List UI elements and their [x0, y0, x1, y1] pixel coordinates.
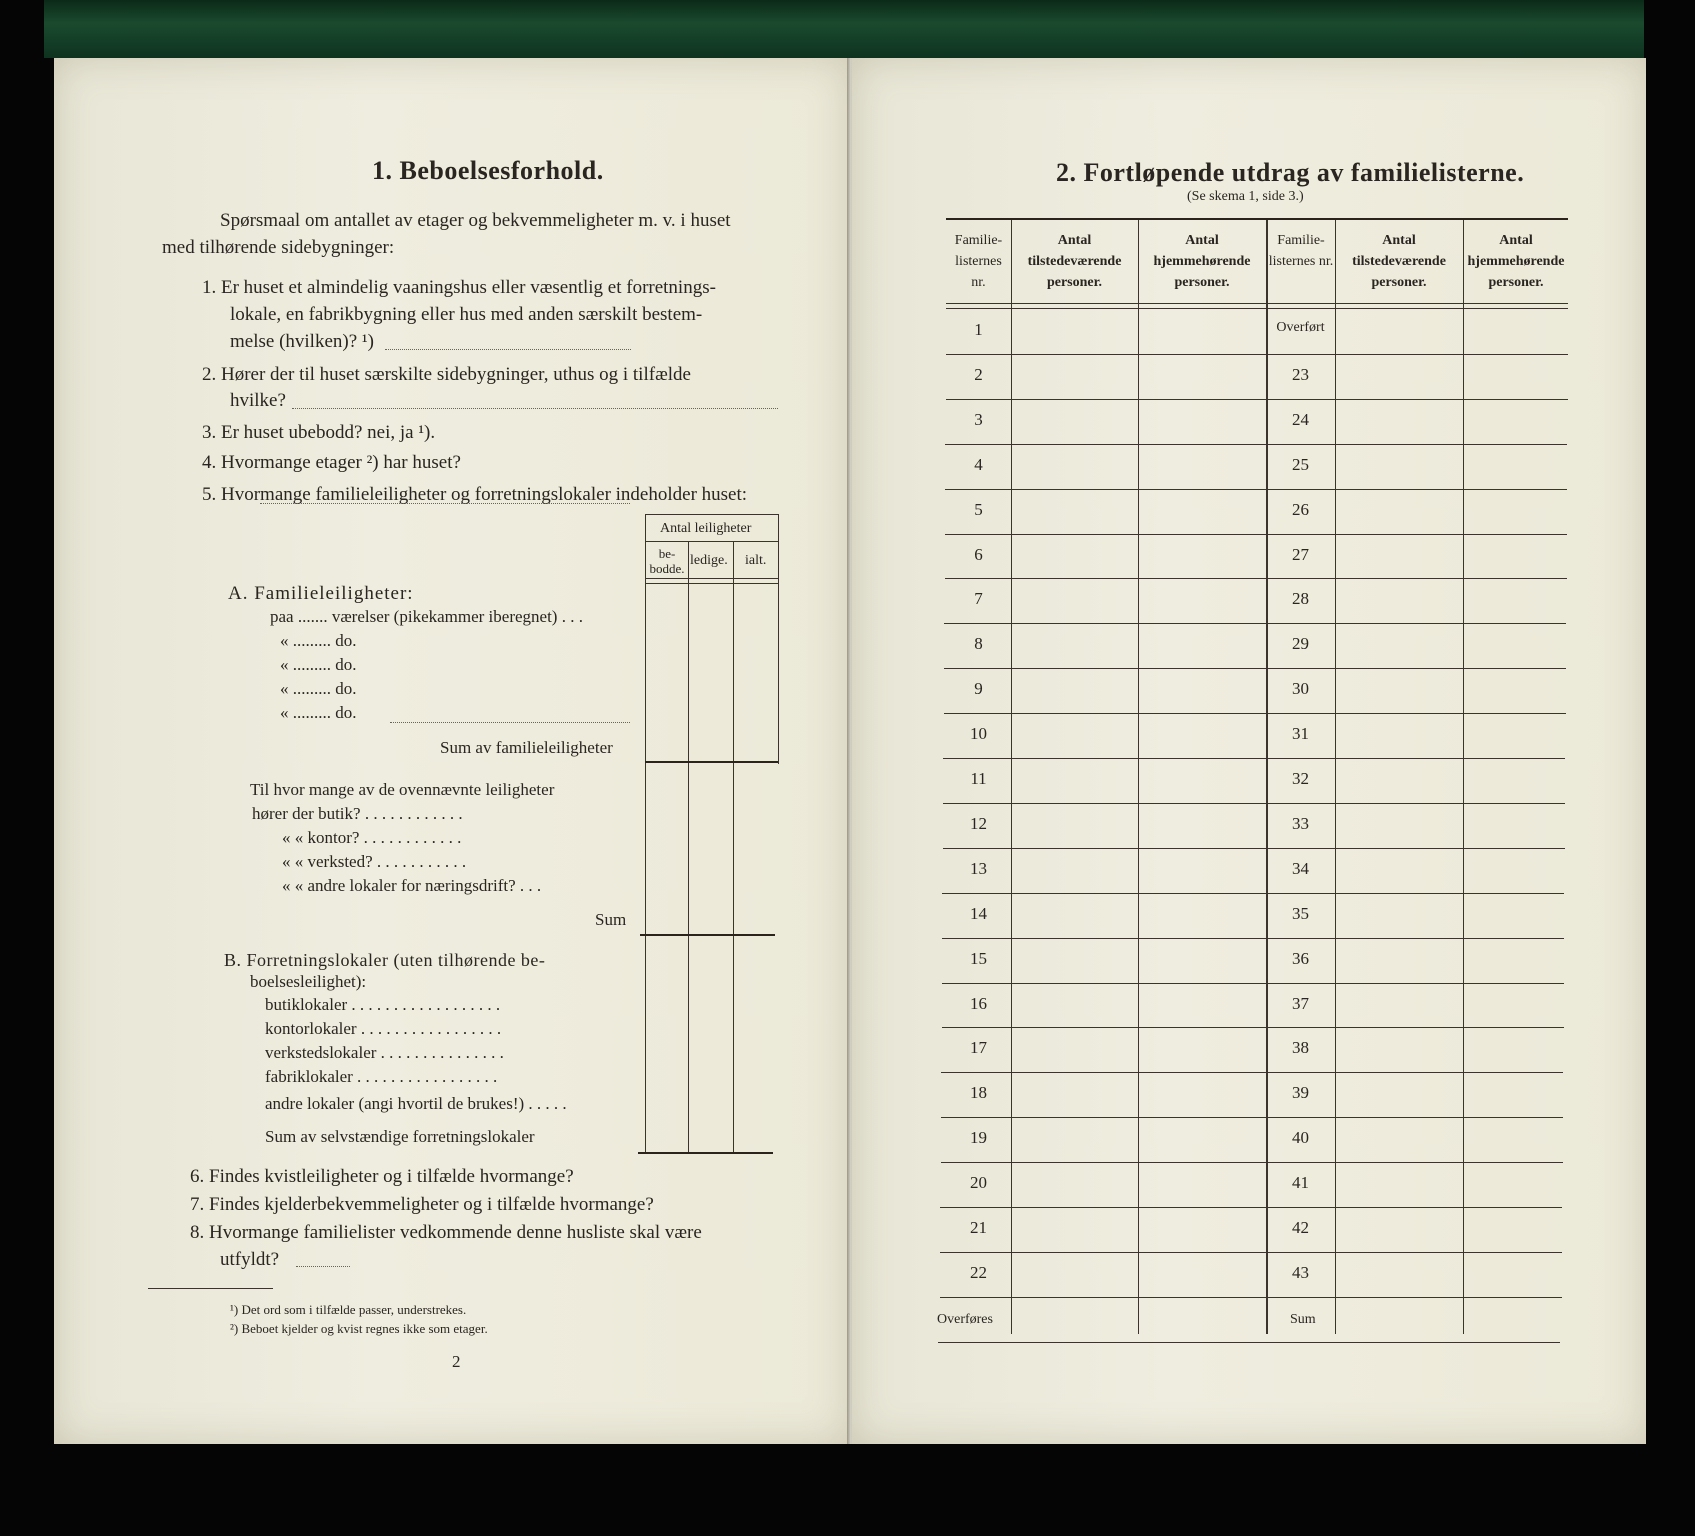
table-row-rule — [942, 1027, 1564, 1028]
table-row-rule — [941, 1117, 1563, 1118]
row-number-left: 1 — [974, 320, 983, 339]
b-row: andre lokaler (angi hvortil de brukes!) . . . . . — [265, 1094, 567, 1113]
a-row-1: paa ....... værelser (pikekammer iberegnet) . . . — [270, 607, 583, 626]
row-number-right: 24 — [1292, 409, 1309, 429]
row-number-right: 35 — [1292, 903, 1309, 923]
table-row-rule — [940, 1207, 1562, 1208]
page-number: 2 — [452, 1352, 461, 1371]
table-col-line — [688, 541, 689, 1154]
table-row-rule — [944, 713, 1566, 714]
a-sum-label: Sum av familieleiligheter — [440, 738, 613, 757]
table-row-rule — [943, 848, 1565, 849]
row-number-left: 10 — [970, 724, 987, 744]
section-2-subtitle: (Se skema 1, side 3.) — [1187, 189, 1304, 204]
row-number-right: 26 — [1292, 499, 1309, 519]
table-col-line — [1335, 220, 1336, 1334]
answer-line — [296, 1266, 350, 1267]
sum-rule — [640, 934, 775, 936]
table-col-line — [778, 514, 779, 764]
table-row-rule — [940, 1252, 1562, 1253]
question-1-line-1: 1. Er huset et almindelig vaaningshus eller væsentlig et forretnings- — [202, 277, 716, 298]
table-row-rule — [943, 758, 1565, 759]
question-8-line-2: utfyldt? — [220, 1249, 280, 1270]
b-row: verkstedslokaler . . . . . . . . . . . . . . . — [265, 1043, 504, 1062]
question-6: 6. Findes kvistleiligheter og i tilfælde hvormange? — [190, 1166, 574, 1187]
sum-rule — [645, 761, 778, 763]
shop-sum-label: Sum — [595, 910, 627, 929]
row-number-left: 2 — [974, 364, 983, 384]
table-row-rule — [942, 938, 1564, 939]
a-row-do: « ......... do. — [280, 655, 357, 674]
table-row-rule — [944, 623, 1566, 624]
table-col-line — [1138, 220, 1139, 1334]
row-number-right: 42 — [1292, 1218, 1309, 1237]
question-3: 3. Er huset ubebodd? nei, ja ¹). — [202, 422, 436, 443]
shop-question-4: « « verksted? . . . . . . . . . . . — [282, 852, 467, 871]
row-number-left: 7 — [974, 589, 983, 609]
question-1-line-2: lokale, en fabrikbygning eller hus med anden særskilt bestem- — [230, 304, 703, 325]
row-number-right: 41 — [1292, 1173, 1309, 1193]
table-col-line — [733, 541, 734, 1154]
footnote-1: ¹) Det ord som i tilfælde passer, understrekes. — [230, 1302, 467, 1317]
table-bottom-rule — [938, 1342, 1560, 1343]
table-col-line — [645, 514, 646, 1154]
row-number-left: 21 — [970, 1218, 987, 1237]
table-row-rule — [944, 668, 1566, 669]
section-b-title-1: B. Forretningslokaler (uten tilhørende be- — [224, 950, 546, 970]
row-number-left: 9 — [974, 679, 983, 699]
table-row-rule — [946, 354, 1568, 355]
table-double-rule — [645, 578, 778, 584]
row-number-right: 31 — [1292, 724, 1309, 744]
shop-question-3: « « kontor? . . . . . . . . . . . . — [282, 828, 462, 847]
intro-line-2: med tilhørende sidebygninger: — [162, 237, 395, 258]
col-bebodde: be-bodde. — [649, 546, 685, 576]
section-a-title: A. Familieleiligheter: — [228, 583, 414, 604]
section-2-title: 2. Fortløpende utdrag av familielisterne. — [1056, 158, 1525, 187]
table-row-rule — [945, 444, 1567, 445]
intro-line-1: Spørsmaal om antallet av etager og bekvemmeligheter m. v. i huset — [220, 210, 731, 231]
row-number-right: 40 — [1292, 1128, 1309, 1148]
question-8-line-1: 8. Hvormange familielister vedkommende denne husliste skal være — [190, 1222, 702, 1243]
row-number-left: 16 — [970, 993, 987, 1013]
table-row-rule — [941, 1072, 1563, 1073]
row-number-left: 20 — [970, 1173, 987, 1193]
row-number-right: 23 — [1292, 364, 1309, 384]
question-2-line-2: hvilke? — [230, 390, 286, 411]
footnote-rule — [148, 1288, 273, 1289]
row-number-left: 18 — [970, 1083, 987, 1103]
row-number-right: 38 — [1292, 1038, 1309, 1058]
b-row: butiklokaler . . . . . . . . . . . . . . . . . . — [265, 995, 501, 1014]
row-number-left: 5 — [974, 499, 983, 519]
row-number-left: 6 — [974, 544, 983, 564]
table-rule — [645, 514, 778, 515]
a-row-do: « ......... do. — [280, 631, 357, 650]
row-number-right: 25 — [1292, 454, 1309, 474]
table-row-rule — [945, 534, 1567, 535]
table-row-rule — [940, 1297, 1562, 1298]
header-hjemmehorende-2: Antal hjemmehørende personer. — [1467, 233, 1565, 290]
row-number-right: 33 — [1292, 813, 1309, 833]
answer-line — [292, 408, 778, 409]
table-col-line — [1011, 220, 1012, 1334]
header-tilstedevaerende: Antal tilstedeværende personer. — [1027, 233, 1122, 290]
question-7: 7. Findes kjelderbekvemmeligheter og i tilfælde hvormange? — [190, 1194, 654, 1215]
header-familielistenes-nr: Familie-listernes nr. — [954, 233, 1003, 290]
row-number-right: 28 — [1292, 589, 1309, 609]
answer-line — [260, 503, 630, 504]
footer-sum: Sum — [1290, 1312, 1316, 1327]
shop-question-2: hører der butik? . . . . . . . . . . . . — [252, 804, 463, 823]
table-row-rule — [945, 578, 1567, 579]
row-number-left: 14 — [970, 903, 987, 923]
row-number-right: 34 — [1292, 858, 1309, 878]
table-header-antal: Antal leiligheter — [660, 521, 752, 536]
row-number-left: 17 — [970, 1038, 987, 1058]
footer-overfores: Overføres — [937, 1312, 993, 1327]
table-top-rule — [946, 218, 1568, 220]
section-1-title: 1. Beboelsesforhold. — [372, 156, 604, 185]
row-number-left: 8 — [974, 634, 983, 654]
a-row-do: « ......... do. — [280, 679, 357, 698]
row-number-left: 3 — [974, 409, 983, 429]
shop-question-5: « « andre lokaler for næringsdrift? . . . — [282, 876, 542, 895]
table-row-rule — [942, 893, 1564, 894]
row-number-right: 39 — [1292, 1083, 1309, 1103]
row-number-right: 43 — [1292, 1262, 1309, 1282]
row-number-left: 12 — [970, 813, 987, 833]
b-sum-label: Sum av selvstændige forretningslokaler — [265, 1127, 535, 1146]
sum-rule — [638, 1152, 773, 1154]
scan-top-border — [44, 0, 1644, 58]
table-rule — [645, 541, 778, 542]
table-col-line — [1463, 220, 1464, 1334]
row-number-right: 30 — [1292, 679, 1309, 699]
footnote-2: ²) Beboet kjelder og kvist regnes ikke som etager. — [230, 1321, 488, 1336]
table-row-rule — [941, 1162, 1563, 1163]
table-row-rule — [943, 803, 1565, 804]
col-ialt: ialt. — [745, 553, 767, 568]
row-number-right: 36 — [1292, 948, 1309, 968]
dotted-leader — [390, 722, 630, 723]
header-double-rule — [946, 303, 1568, 309]
table-row-rule — [946, 399, 1568, 400]
section-b-title-2: boelsesleilighet): — [250, 972, 367, 991]
question-4: 4. Hvormange etager ²) har huset? — [202, 452, 461, 473]
a-row-do: « ......... do. — [280, 703, 357, 722]
row-number-right: Overført — [1276, 320, 1325, 335]
header-familielistenes-nr-2: Familie-listernes nr. — [1268, 233, 1334, 269]
header-hjemmehorende: Antal hjemmehørende personer. — [1153, 233, 1251, 290]
row-number-left: 15 — [970, 948, 987, 968]
answer-line — [385, 349, 631, 350]
col-ledige: ledige. — [690, 553, 728, 568]
table-row-rule — [942, 983, 1564, 984]
question-2-line-1: 2. Hører der til huset særskilte sidebygninger, uthus og i tilfælde — [202, 364, 691, 385]
row-number-left: 13 — [970, 858, 987, 878]
row-number-left: 22 — [970, 1262, 987, 1282]
table-row-rule — [945, 489, 1567, 490]
row-number-right: 29 — [1292, 634, 1309, 654]
row-number-left: 19 — [970, 1128, 987, 1148]
shop-question-1: Til hvor mange av de ovennævnte leiligheter — [250, 780, 555, 799]
row-number-left: 11 — [970, 769, 987, 788]
row-number-right: 37 — [1292, 993, 1309, 1013]
b-row: fabriklokaler . . . . . . . . . . . . . . . . . — [265, 1067, 498, 1086]
row-number-right: 32 — [1292, 769, 1309, 788]
question-5: 5. Hvormange familieleiligheter og forretningslokaler indeholder huset: — [202, 484, 748, 505]
row-number-right: 27 — [1292, 544, 1309, 564]
question-1-line-3: melse (hvilken)? ¹) — [230, 331, 374, 352]
header-tilstedevaerende-2: Antal tilstedeværende personer. — [1352, 233, 1446, 290]
b-row: kontorlokaler . . . . . . . . . . . . . . . . . — [265, 1019, 502, 1038]
row-number-left: 4 — [974, 454, 983, 474]
